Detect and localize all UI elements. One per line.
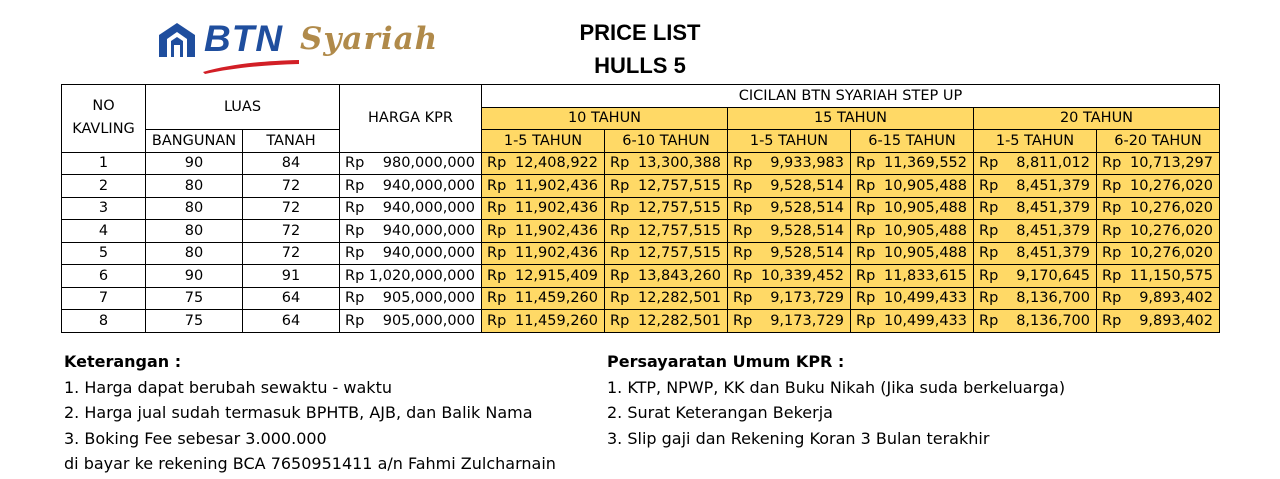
amount-value: 905,000,000 [382, 290, 475, 307]
amount-value: 9,173,729 [770, 312, 844, 329]
header-harga-kpr: HARGA KPR [340, 85, 482, 153]
currency-label: Rp [345, 222, 365, 239]
table-row [62, 287, 1220, 310]
luas-tanah: 72 [243, 220, 340, 243]
harga-kpr-cell [340, 197, 482, 220]
cicilan-cell [1097, 197, 1220, 220]
currency-label: Rp [979, 245, 999, 262]
table-row [62, 152, 1220, 175]
cicilan-cell [1097, 287, 1220, 310]
amount-value: 11,833,615 [883, 267, 967, 284]
luas-tanah: 64 [243, 287, 340, 310]
logo-swoosh-icon [201, 58, 301, 74]
persyaratan-heading: Persayaratan Umum KPR : [607, 352, 845, 371]
amount-value: 11,902,436 [514, 222, 598, 239]
cicilan-cell [482, 242, 605, 265]
currency-label: Rp [733, 290, 753, 307]
cicilan-cell [1097, 265, 1220, 288]
cicilan-cell [728, 265, 851, 288]
harga-kpr-cell [340, 310, 482, 333]
table-row [62, 242, 1220, 265]
amount-value: 10,905,488 [883, 200, 967, 217]
amount-value: 940,000,000 [382, 222, 475, 239]
amount-value: 10,499,433 [883, 290, 967, 307]
cicilan-cell [851, 310, 974, 333]
amount-value: 11,902,436 [514, 200, 598, 217]
amount-value: 10,276,020 [1129, 200, 1213, 217]
logo-brand-text: BTN [204, 18, 284, 59]
amount-value: 8,451,379 [1016, 177, 1090, 194]
currency-label: Rp [1102, 267, 1122, 284]
currency-label: Rp [1102, 290, 1122, 307]
currency-label: Rp [610, 222, 630, 239]
cicilan-cell [728, 152, 851, 175]
header-period: 1-5 TAHUN [482, 130, 605, 153]
currency-label: Rp [733, 155, 753, 172]
currency-label: Rp [345, 290, 365, 307]
currency-label: Rp [345, 245, 365, 262]
currency-label: Rp [610, 200, 630, 217]
amount-value: 8,451,379 [1016, 245, 1090, 262]
kavling-no: 4 [62, 220, 146, 243]
currency-label: Rp [979, 290, 999, 307]
amount-value: 10,276,020 [1129, 245, 1213, 262]
amount-value: 9,170,645 [1016, 267, 1090, 284]
amount-value: 940,000,000 [382, 177, 475, 194]
currency-label: Rp [1102, 155, 1122, 172]
cicilan-cell [482, 175, 605, 198]
keterangan-item: di bayar ke rekening BCA 7650951411 a/n Fahmi Zulcharnain [64, 454, 556, 473]
cicilan-cell [1097, 175, 1220, 198]
currency-label: Rp [610, 245, 630, 262]
currency-label: Rp [856, 200, 876, 217]
currency-label: Rp [856, 267, 876, 284]
amount-value: 940,000,000 [382, 245, 475, 262]
currency-label: Rp [487, 155, 507, 172]
page-subtitle: HULLS 5 [594, 53, 686, 78]
amount-value: 1,020,000,000 [368, 267, 475, 284]
amount-value: 12,408,922 [514, 155, 598, 172]
currency-label: Rp [979, 267, 999, 284]
currency-label: Rp [856, 290, 876, 307]
amount-value: 8,451,379 [1016, 200, 1090, 217]
amount-value: 11,369,552 [883, 155, 967, 172]
currency-label: Rp [610, 267, 630, 284]
harga-kpr-cell [340, 175, 482, 198]
amount-value: 9,528,514 [770, 222, 844, 239]
currency-label: Rp [733, 177, 753, 194]
cicilan-cell [974, 220, 1097, 243]
currency-label: Rp [1102, 245, 1122, 262]
luas-bangunan: 80 [146, 220, 243, 243]
currency-label: Rp [345, 200, 365, 217]
table-row [62, 265, 1220, 288]
luas-bangunan: 80 [146, 197, 243, 220]
currency-label: Rp [487, 222, 507, 239]
kavling-no: 6 [62, 265, 146, 288]
amount-value: 10,905,488 [883, 245, 967, 262]
cicilan-cell [974, 152, 1097, 175]
currency-label: Rp [979, 222, 999, 239]
price-table [61, 84, 1220, 333]
amount-value: 12,915,409 [514, 267, 598, 284]
keterangan-item: 2. Harga jual sudah termasuk BPHTB, AJB, dan Balik Nama [64, 403, 533, 422]
amount-value: 10,713,297 [1129, 155, 1213, 172]
amount-value: 12,282,501 [637, 312, 721, 329]
amount-value: 11,150,575 [1129, 267, 1213, 284]
cicilan-cell [974, 287, 1097, 310]
luas-tanah: 72 [243, 197, 340, 220]
currency-label: Rp [733, 267, 753, 284]
cicilan-cell [728, 220, 851, 243]
kavling-no: 8 [62, 310, 146, 333]
currency-label: Rp [1102, 222, 1122, 239]
currency-label: Rp [1102, 312, 1122, 329]
currency-label: Rp [610, 290, 630, 307]
amount-value: 8,451,379 [1016, 222, 1090, 239]
cicilan-cell [851, 220, 974, 243]
header-tanah: TANAH [243, 130, 340, 153]
amount-value: 980,000,000 [382, 155, 475, 172]
amount-value: 9,528,514 [770, 177, 844, 194]
header-period: 1-5 TAHUN [728, 130, 851, 153]
harga-kpr-cell [340, 220, 482, 243]
cicilan-cell [728, 310, 851, 333]
amount-value: 9,173,729 [770, 290, 844, 307]
currency-label: Rp [733, 222, 753, 239]
amount-value: 10,339,452 [760, 267, 844, 284]
header-tenor-10: 10 TAHUN [482, 107, 728, 130]
luas-bangunan: 75 [146, 310, 243, 333]
amount-value: 10,905,488 [883, 177, 967, 194]
kavling-no: 1 [62, 152, 146, 175]
currency-label: Rp [487, 267, 507, 284]
luas-tanah: 84 [243, 152, 340, 175]
persyaratan-item: 1. KTP, NPWP, KK dan Buku Nikah (Jika suda berkeluarga) [607, 377, 1066, 397]
price-table-body [62, 152, 1220, 332]
currency-label: Rp [979, 312, 999, 329]
amount-value: 11,459,260 [514, 290, 598, 307]
cicilan-cell [851, 287, 974, 310]
luas-tanah: 64 [243, 310, 340, 333]
amount-value: 8,811,012 [1016, 155, 1090, 172]
harga-kpr-cell [340, 242, 482, 265]
currency-label: Rp [733, 200, 753, 217]
amount-value: 11,459,260 [514, 312, 598, 329]
table-row [62, 197, 1220, 220]
amount-value: 10,499,433 [883, 312, 967, 329]
kavling-no: 2 [62, 175, 146, 198]
keterangan-item: 3. Boking Fee sebesar 3.000.000 [64, 428, 327, 448]
amount-value: 12,757,515 [637, 200, 721, 217]
currency-label: Rp [979, 200, 999, 217]
cicilan-cell [851, 152, 974, 175]
cicilan-cell [974, 310, 1097, 333]
luas-tanah: 91 [243, 265, 340, 288]
currency-label: Rp [856, 245, 876, 262]
cicilan-cell [728, 175, 851, 198]
amount-value: 9,933,983 [770, 155, 844, 172]
currency-label: Rp [856, 155, 876, 172]
luas-tanah: 72 [243, 242, 340, 265]
persyaratan-section [607, 349, 1065, 451]
cicilan-cell [851, 265, 974, 288]
currency-label: Rp [733, 245, 753, 262]
currency-label: Rp [487, 312, 507, 329]
currency-label: Rp [345, 155, 365, 172]
cicilan-cell [851, 197, 974, 220]
currency-label: Rp [487, 177, 507, 194]
amount-value: 9,528,514 [770, 245, 844, 262]
currency-label: Rp [487, 245, 507, 262]
table-row [62, 220, 1220, 243]
cicilan-cell [482, 310, 605, 333]
cicilan-cell [482, 265, 605, 288]
amount-value: 12,757,515 [637, 245, 721, 262]
currency-label: Rp [345, 177, 365, 194]
cicilan-cell [1097, 152, 1220, 175]
amount-value: 12,282,501 [637, 290, 721, 307]
cicilan-cell [728, 242, 851, 265]
currency-label: Rp [487, 290, 507, 307]
keterangan-section [64, 349, 556, 477]
kavling-no: 3 [62, 197, 146, 220]
currency-label: Rp [856, 177, 876, 194]
house-logo-icon [157, 21, 197, 59]
currency-label: Rp [856, 222, 876, 239]
currency-label: Rp [979, 155, 999, 172]
harga-kpr-cell [340, 287, 482, 310]
header-tenor-20: 20 TAHUN [974, 107, 1220, 130]
luas-bangunan: 80 [146, 175, 243, 198]
amount-value: 12,757,515 [637, 177, 721, 194]
amount-value: 9,528,514 [770, 200, 844, 217]
currency-label: Rp [345, 312, 365, 329]
amount-value: 8,136,700 [1016, 312, 1090, 329]
amount-value: 10,905,488 [883, 222, 967, 239]
cicilan-cell [605, 287, 728, 310]
cicilan-cell [482, 197, 605, 220]
currency-label: Rp [979, 177, 999, 194]
amount-value: 11,902,436 [514, 245, 598, 262]
cicilan-cell [605, 175, 728, 198]
cicilan-cell [728, 197, 851, 220]
cicilan-cell [1097, 242, 1220, 265]
currency-label: Rp [610, 155, 630, 172]
header-period: 6-10 TAHUN [605, 130, 728, 153]
header-luas: LUAS [146, 85, 340, 130]
amount-value: 13,843,260 [637, 267, 721, 284]
amount-value: 11,902,436 [514, 177, 598, 194]
currency-label: Rp [1102, 177, 1122, 194]
kavling-no: 5 [62, 242, 146, 265]
amount-value: 13,300,388 [637, 155, 721, 172]
amount-value: 12,757,515 [637, 222, 721, 239]
amount-value: 905,000,000 [382, 312, 475, 329]
cicilan-cell [1097, 220, 1220, 243]
cicilan-cell [1097, 310, 1220, 333]
harga-kpr-cell [340, 265, 482, 288]
cicilan-cell [605, 152, 728, 175]
cicilan-cell [974, 242, 1097, 265]
cicilan-cell [605, 242, 728, 265]
cicilan-cell [482, 287, 605, 310]
amount-value: 9,893,402 [1139, 290, 1213, 307]
persyaratan-item: 3. Slip gaji dan Rekening Koran 3 Bulan terakhir [607, 428, 990, 448]
cicilan-cell [974, 175, 1097, 198]
cicilan-cell [482, 220, 605, 243]
cicilan-cell [605, 265, 728, 288]
header-bangunan: BANGUNAN [146, 130, 243, 153]
cicilan-cell [974, 197, 1097, 220]
cicilan-cell [974, 265, 1097, 288]
currency-label: Rp [1102, 200, 1122, 217]
luas-tanah: 72 [243, 175, 340, 198]
header-cicilan: CICILAN BTN SYARIAH STEP UP [482, 85, 1220, 108]
amount-value: 10,276,020 [1129, 177, 1213, 194]
keterangan-heading: Keterangan : [64, 352, 182, 371]
table-row [62, 175, 1220, 198]
table-row [62, 310, 1220, 333]
cicilan-cell [482, 152, 605, 175]
cicilan-cell [605, 310, 728, 333]
harga-kpr-cell [340, 152, 482, 175]
header-tenor-15: 15 TAHUN [728, 107, 974, 130]
cicilan-cell [605, 220, 728, 243]
currency-label: Rp [610, 177, 630, 194]
logo-subbrand-text: Syariah [300, 21, 439, 57]
luas-bangunan: 90 [146, 152, 243, 175]
cicilan-cell [851, 242, 974, 265]
currency-label: Rp [610, 312, 630, 329]
luas-bangunan: 75 [146, 287, 243, 310]
currency-label: Rp [856, 312, 876, 329]
kavling-no: 7 [62, 287, 146, 310]
amount-value: 940,000,000 [382, 200, 475, 217]
cicilan-cell [728, 287, 851, 310]
luas-bangunan: 80 [146, 242, 243, 265]
cicilan-cell [851, 175, 974, 198]
currency-label: Rp [733, 312, 753, 329]
page-title: PRICE LIST [579, 20, 701, 45]
luas-bangunan: 90 [146, 265, 243, 288]
cicilan-cell [605, 197, 728, 220]
amount-value: 8,136,700 [1016, 290, 1090, 307]
amount-value: 10,276,020 [1129, 222, 1213, 239]
header-period: 6-15 TAHUN [851, 130, 974, 153]
header-period: 1-5 TAHUN [974, 130, 1097, 153]
currency-label: Rp [345, 267, 365, 284]
header-period: 6-20 TAHUN [1097, 130, 1220, 153]
btn-syariah-logo [157, 18, 439, 75]
keterangan-item: 1. Harga dapat berubah sewaktu - waktu [64, 377, 392, 397]
header-no-kavling: NO KAVLING [62, 85, 146, 153]
persyaratan-item: 2. Surat Keterangan Bekerja [607, 403, 833, 422]
amount-value: 9,893,402 [1139, 312, 1213, 329]
currency-label: Rp [487, 200, 507, 217]
